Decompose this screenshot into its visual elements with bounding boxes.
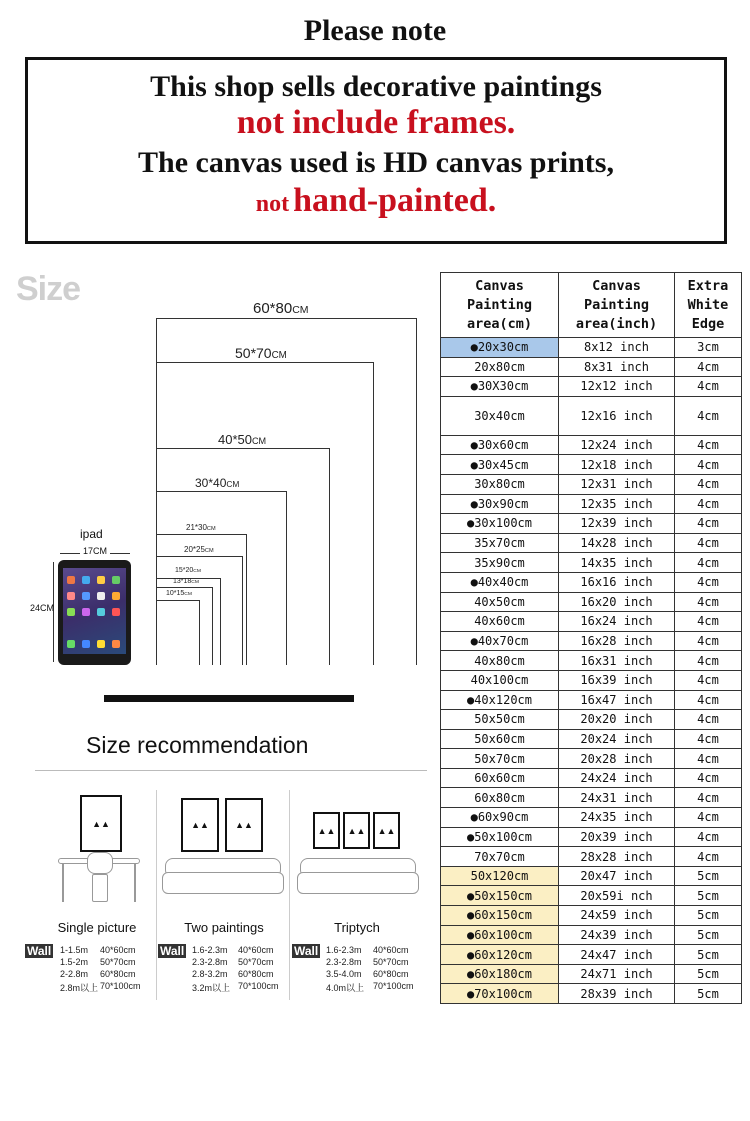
table-cell: 20x24 inch: [559, 729, 675, 749]
table-row: [441, 357, 742, 377]
table-row: [441, 338, 742, 358]
table-cell: 30x40cm: [441, 396, 559, 435]
rec-canvas-size: 70*100cm: [238, 981, 279, 991]
rec-canvas-size: 50*70cm: [100, 957, 136, 967]
table-cell: 40x50cm: [441, 592, 559, 612]
notice-line-1: This shop sells decorative paintings: [150, 70, 602, 103]
page-title: Please note: [303, 14, 447, 47]
table-row: [441, 494, 742, 514]
table-cell: 4cm: [675, 690, 742, 710]
table-cell: 12x16 inch: [559, 396, 675, 435]
table-cell: 3cm: [675, 338, 742, 358]
table-row: [441, 474, 742, 494]
table-cell: 4cm: [675, 533, 742, 553]
table-cell: 4cm: [675, 788, 742, 808]
table-cell: 4cm: [675, 631, 742, 651]
rec-canvas-size: 60*80cm: [373, 969, 409, 979]
rec-wall-size: 1.6-2.3m: [326, 945, 362, 955]
table-row: [441, 925, 742, 945]
table-row: [441, 670, 742, 690]
ipad-height-label: 24CM: [30, 603, 55, 613]
table-row: [441, 553, 742, 573]
table-cell: 24x47 inch: [559, 945, 675, 965]
rec-wall-size: 3.2m以上: [192, 983, 231, 993]
picture-frame: [80, 795, 122, 852]
table-cell: 24x71 inch: [559, 964, 675, 984]
table-cell: 16x47 inch: [559, 690, 675, 710]
rec-canvas-size: 60*80cm: [100, 969, 136, 979]
table-cell: 4cm: [675, 612, 742, 632]
table-row: [441, 533, 742, 553]
recommendation-divider: [35, 770, 427, 771]
table-row: [441, 690, 742, 710]
table-row: [441, 455, 742, 475]
table-cell: 4cm: [675, 808, 742, 828]
table-header: Extra White Edge: [675, 273, 742, 338]
table-cell: 4cm: [675, 377, 742, 397]
notice-line-4-prefix: not: [255, 191, 290, 217]
mountain-icon: ▲▲: [92, 818, 110, 829]
table-row: [441, 710, 742, 730]
rect-label-15x20: 15*20CM: [175, 567, 201, 574]
table-cell: 4cm: [675, 592, 742, 612]
table-cell: 5cm: [675, 945, 742, 965]
table-row: [441, 651, 742, 671]
rect-label-40x50: 40*50CM: [218, 432, 267, 447]
table-cell: ●40x70cm: [441, 631, 559, 651]
notice-line-3: The canvas used is HD canvas prints,: [138, 146, 614, 179]
rec-canvas-size: 60*80cm: [238, 969, 274, 979]
table-row: [441, 945, 742, 965]
table-row: [441, 435, 742, 455]
table-cell: 4cm: [675, 357, 742, 377]
table-cell: 30x80cm: [441, 474, 559, 494]
ipad-width-label: 17CM: [82, 546, 107, 556]
mountain-icon: ▲▲: [317, 825, 336, 836]
table-cell: ●60x150cm: [441, 906, 559, 926]
table-cell: ●40x40cm: [441, 572, 559, 592]
table-cell: 4cm: [675, 572, 742, 592]
table-cell: 60x80cm: [441, 788, 559, 808]
table-row: [441, 886, 742, 906]
table-cell: 4cm: [675, 710, 742, 730]
rect-label-21x30: 21*30CM: [186, 523, 216, 532]
rect-label-20x25: 20*25CM: [184, 545, 214, 554]
sofa-seat: [297, 872, 419, 894]
mountain-icon: ▲▲: [235, 820, 253, 830]
table-cell: 4cm: [675, 670, 742, 690]
table-cell: 14x35 inch: [559, 553, 675, 573]
table-cell: ●60x90cm: [441, 808, 559, 828]
table-row: [441, 396, 742, 435]
divider-bar: [104, 695, 354, 702]
table-cell: 12x35 inch: [559, 494, 675, 514]
rect-label-10x15: 10*15CM: [166, 590, 192, 597]
picture-frame: [181, 798, 219, 852]
ipad-width-dimension: [60, 546, 130, 556]
table-cell: 4cm: [675, 396, 742, 435]
rect-label-60x80: 60*80CM: [253, 300, 309, 317]
table-cell: 50x50cm: [441, 710, 559, 730]
table-cell: 5cm: [675, 925, 742, 945]
table-cell: ●60x120cm: [441, 945, 559, 965]
rec-wall-size: 2.3-2.8m: [192, 957, 228, 967]
picture-frame: [373, 812, 400, 849]
table-row: [441, 592, 742, 612]
table-cell: 24x31 inch: [559, 788, 675, 808]
table-cell: 5cm: [675, 984, 742, 1004]
picture-frame: [313, 812, 340, 849]
group-name-triptych: Triptych: [334, 920, 380, 935]
table-row: [441, 906, 742, 926]
table-cell: 70x70cm: [441, 847, 559, 867]
ipad-icon: [58, 560, 131, 665]
table-cell: 4cm: [675, 651, 742, 671]
table-cell: 5cm: [675, 964, 742, 984]
table-cell: 4cm: [675, 553, 742, 573]
table-cell: 16x24 inch: [559, 612, 675, 632]
table-row: [441, 631, 742, 651]
desk-leg: [62, 864, 64, 902]
table-cell: 50x60cm: [441, 729, 559, 749]
rec-wall-size: 2.3-2.8m: [326, 957, 362, 967]
table-row: [441, 984, 742, 1004]
table-cell: ●50x150cm: [441, 886, 559, 906]
table-cell: 4cm: [675, 455, 742, 475]
table-cell: 16x39 inch: [559, 670, 675, 690]
recommendation-title: Size recommendation: [86, 732, 309, 758]
column-divider: [289, 790, 290, 1000]
table-cell: 12x31 inch: [559, 474, 675, 494]
table-row: [441, 514, 742, 534]
rec-wall-size: 2.8-3.2m: [192, 969, 228, 979]
rec-wall-size: 3.5-4.0m: [326, 969, 362, 979]
notice-line-4-main: hand-painted.: [293, 182, 497, 219]
rec-wall-size: 1.5-2m: [60, 957, 89, 967]
table-cell: 50x70cm: [441, 749, 559, 769]
table-cell: 28x39 inch: [559, 984, 675, 1004]
table-cell: 20x59i nch: [559, 886, 675, 906]
table-row: [441, 749, 742, 769]
table-row: [441, 827, 742, 847]
table-cell: 14x28 inch: [559, 533, 675, 553]
table-header: Canvas Painting area(cm): [441, 273, 559, 338]
table-cell: 5cm: [675, 906, 742, 926]
rect-label-50x70: 50*70CM: [235, 345, 287, 361]
mountain-icon: ▲▲: [191, 820, 209, 830]
rec-canvas-size: 50*70cm: [373, 957, 409, 967]
rec-canvas-size: 50*70cm: [238, 957, 274, 967]
table-cell: 5cm: [675, 866, 742, 886]
group-name-two: Two paintings: [184, 920, 264, 935]
table-cell: 4cm: [675, 729, 742, 749]
table-cell: 5cm: [675, 886, 742, 906]
size-table: [440, 272, 742, 1004]
rec-wall-size: 4.0m以上: [326, 983, 365, 993]
table-cell: 4cm: [675, 474, 742, 494]
wall-tag: Wall: [160, 944, 185, 958]
table-cell: 40x80cm: [441, 651, 559, 671]
notice-line-2: not include frames.: [236, 104, 516, 141]
table-cell: 4cm: [675, 749, 742, 769]
table-row: [441, 572, 742, 592]
table-cell: 8x12 inch: [559, 338, 675, 358]
table-cell: ●60x100cm: [441, 925, 559, 945]
table-cell: ●30x60cm: [441, 435, 559, 455]
chair-seat: [92, 874, 108, 902]
rec-canvas-size: 70*100cm: [373, 981, 414, 991]
rec-canvas-size: 40*60cm: [238, 945, 274, 955]
table-cell: 4cm: [675, 768, 742, 788]
table-row: [441, 964, 742, 984]
notice-line-4: [28, 182, 724, 220]
table-cell: 50x120cm: [441, 866, 559, 886]
table-row: [441, 847, 742, 867]
table-cell: ●40x120cm: [441, 690, 559, 710]
table-cell: ●50x100cm: [441, 827, 559, 847]
table-cell: 12x39 inch: [559, 514, 675, 534]
table-cell: 24x39 inch: [559, 925, 675, 945]
group-name-single: Single picture: [57, 920, 137, 935]
table-cell: 24x59 inch: [559, 906, 675, 926]
table-row: [441, 866, 742, 886]
mountain-icon: ▲▲: [347, 825, 366, 836]
table-cell: ●30x45cm: [441, 455, 559, 475]
desk-leg: [134, 864, 136, 902]
table-body: [441, 338, 742, 1004]
table-cell: 4cm: [675, 494, 742, 514]
chair-back: [87, 852, 113, 874]
wall-tag: Wall: [27, 944, 52, 958]
table-header-row: [441, 273, 742, 338]
wall-tag: Wall: [294, 944, 319, 958]
rec-canvas-size: 70*100cm: [100, 981, 141, 991]
table-cell: 12x24 inch: [559, 435, 675, 455]
size-label: Size: [16, 270, 81, 308]
table-header: Canvas Painting area(inch): [559, 273, 675, 338]
table-row: [441, 729, 742, 749]
rec-canvas-size: 40*60cm: [100, 945, 136, 955]
rect-label-30x40: 30*40CM: [195, 476, 240, 490]
table-cell: 16x20 inch: [559, 592, 675, 612]
table-cell: 16x31 inch: [559, 651, 675, 671]
table-cell: ●30x90cm: [441, 494, 559, 514]
rec-canvas-size: 40*60cm: [373, 945, 409, 955]
table-row: [441, 768, 742, 788]
table-cell: 4cm: [675, 827, 742, 847]
table-cell: 35x90cm: [441, 553, 559, 573]
table-cell: 20x80cm: [441, 357, 559, 377]
table-row: [441, 788, 742, 808]
table-cell: 60x60cm: [441, 768, 559, 788]
table-cell: 20x28 inch: [559, 749, 675, 769]
table-row: [441, 377, 742, 397]
table-cell: 4cm: [675, 514, 742, 534]
table-cell: 40x100cm: [441, 670, 559, 690]
sofa-seat: [162, 872, 284, 894]
table-cell: 28x28 inch: [559, 847, 675, 867]
table-cell: 40x60cm: [441, 612, 559, 632]
rect-label-13x18: 13*18CM: [173, 578, 199, 585]
table-cell: 16x16 inch: [559, 572, 675, 592]
table-cell: ●30x100cm: [441, 514, 559, 534]
table-cell: 20x39 inch: [559, 827, 675, 847]
table-cell: 24x24 inch: [559, 768, 675, 788]
rect-10x15: [156, 600, 200, 665]
ipad-label: ipad: [80, 527, 103, 541]
table-cell: 20x20 inch: [559, 710, 675, 730]
ipad-screen: [63, 568, 126, 654]
mountain-icon: ▲▲: [377, 825, 396, 836]
table-cell: 16x28 inch: [559, 631, 675, 651]
table-cell: 8x31 inch: [559, 357, 675, 377]
table-cell: ●70x100cm: [441, 984, 559, 1004]
table-row: [441, 612, 742, 632]
table-cell: 12x18 inch: [559, 455, 675, 475]
picture-frame: [343, 812, 370, 849]
rec-wall-size: 2-2.8m: [60, 969, 89, 979]
table-cell: 12x12 inch: [559, 377, 675, 397]
table-row: [441, 808, 742, 828]
rec-wall-size: 2.8m以上: [60, 983, 99, 993]
notice-box: [25, 57, 727, 244]
rec-wall-size: 1.6-2.3m: [192, 945, 228, 955]
table-cell: ●60x180cm: [441, 964, 559, 984]
rec-wall-size: 1-1.5m: [60, 945, 89, 955]
table-cell: 4cm: [675, 435, 742, 455]
column-divider: [156, 790, 157, 1000]
table-cell: ●30X30cm: [441, 377, 559, 397]
table-cell: 20x47 inch: [559, 866, 675, 886]
picture-frame: [225, 798, 263, 852]
table-cell: 35x70cm: [441, 533, 559, 553]
table-cell: 4cm: [675, 847, 742, 867]
table-cell: 24x35 inch: [559, 808, 675, 828]
table-cell: ●20x30cm: [441, 338, 559, 358]
